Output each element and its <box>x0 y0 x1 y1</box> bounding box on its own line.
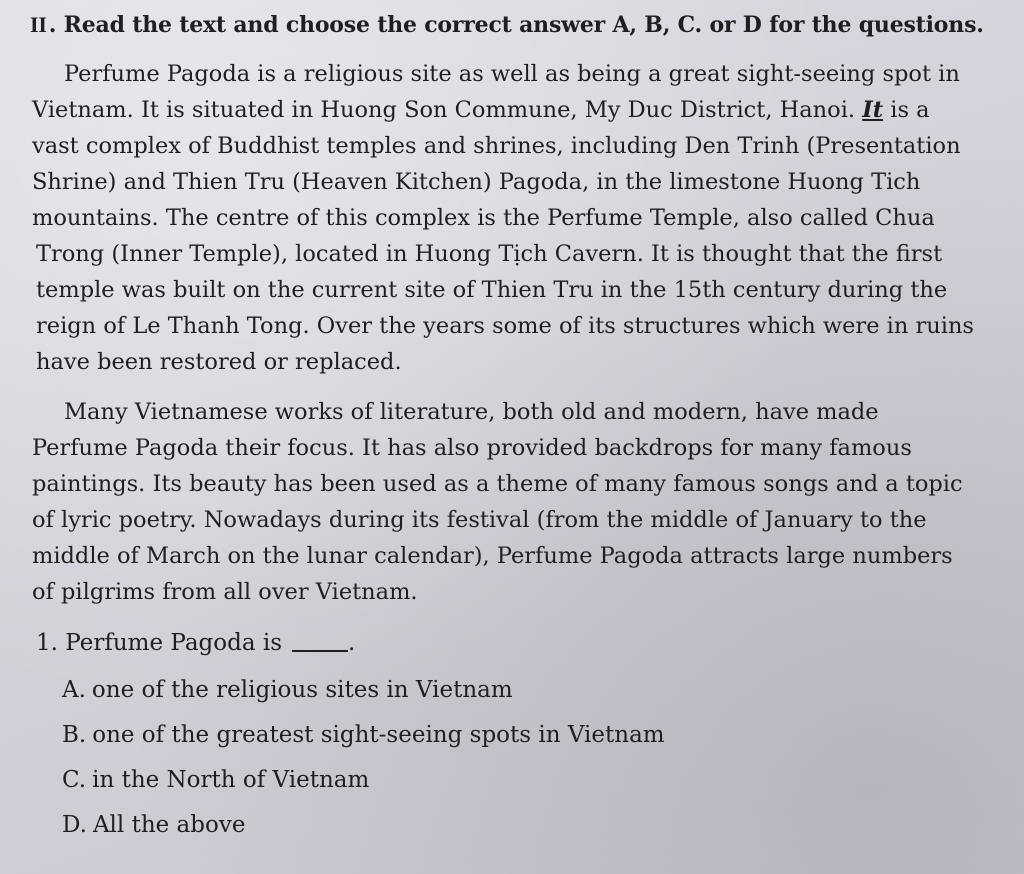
question-stem: Perfume Pagoda is <box>65 630 283 656</box>
option-a <box>62 672 665 717</box>
answer-blank <box>292 650 348 652</box>
passage-line: have been restored or replaced. <box>36 349 402 375</box>
passage-line-segment: Vietnam. It is situated in Huong Son Commune, My Duc District, Hanoi. <box>32 97 863 123</box>
option-letter: D. <box>62 812 87 838</box>
passage-line: Trong (Inner Temple), located in Huong Tịch Cavern. It is thought that the first <box>36 241 943 267</box>
passage-line: middle of March on the lunar calendar), Perfume Pagoda attracts large numbers <box>32 543 953 569</box>
passage-line-segment: is a <box>883 97 930 123</box>
passage-paragraph-1 <box>32 56 982 380</box>
passage-line: temple was built on the current site of Thien Tru in the 15th century during the <box>36 277 948 303</box>
option-d <box>62 807 665 852</box>
question-number: 1. <box>36 630 58 656</box>
passage-line: of pilgrims from all over Vietnam. <box>32 579 418 605</box>
passage-paragraph-2 <box>32 394 982 610</box>
question-end-punct: . <box>348 630 356 656</box>
passage-line: Shrine) and Thien Tru (Heaven Kitchen) Pagoda, in the limestone Huong Tich <box>32 169 921 195</box>
passage-line: paintings. Its beauty has been used as a theme of many famous songs and a topic <box>32 471 963 497</box>
question-1 <box>36 630 355 656</box>
passage-line: of lyric poetry. Nowadays during its festival (from the middle of January to the <box>32 507 927 533</box>
passage-line: vast complex of Buddhist temples and shrines, including Den Trinh (Presentation <box>32 133 961 159</box>
passage-line: reign of Le Thanh Tong. Over the years some of its structures which were in ruins <box>36 313 974 339</box>
option-text: one of the greatest sight-seeing spots in Vietnam <box>92 722 665 748</box>
section-heading <box>30 12 984 38</box>
passage-line: Many Vietnamese works of literature, both old and modern, have made <box>64 399 879 425</box>
option-letter: C. <box>62 767 87 793</box>
option-c <box>62 762 665 807</box>
option-text: one of the religious sites in Vietnam <box>91 677 513 703</box>
passage-line <box>32 92 982 128</box>
passage-line: Perfume Pagoda their focus. It has also provided backdrops for many famous <box>32 435 912 461</box>
option-text: in the North of Vietnam <box>92 767 370 793</box>
option-b <box>62 717 665 762</box>
passage-line: mountains. The centre of this complex is the Perfume Temple, also called Chua <box>32 205 935 231</box>
referent-it-underlined: It <box>862 97 884 123</box>
section-number: II <box>30 12 47 37</box>
passage-line: Perfume Pagoda is a religious site as well as being a great sight-seeing spot in <box>64 61 960 87</box>
option-letter: A. <box>62 677 86 703</box>
section-instruction: . Read the text and choose the correct answer A, B, C. or D for the questions. <box>48 12 984 38</box>
question-1-options <box>62 672 665 852</box>
option-text: All the above <box>92 812 246 838</box>
option-letter: B. <box>62 722 87 748</box>
